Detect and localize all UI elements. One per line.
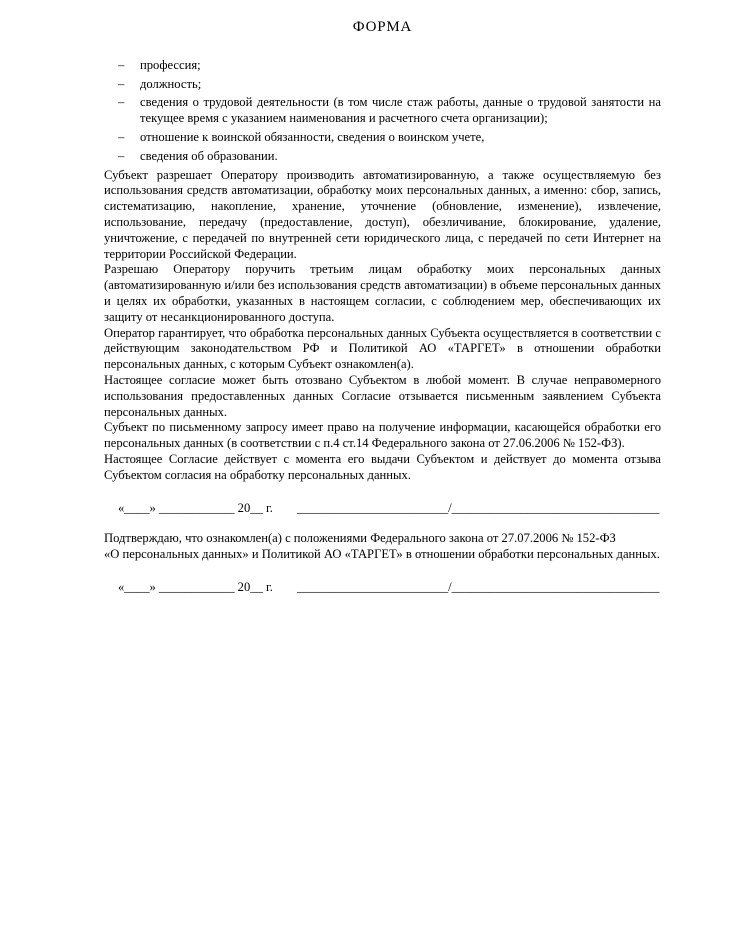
list-item-military-duty (104, 130, 661, 146)
paragraph-confirmation (104, 531, 661, 563)
paragraph-operator-guarantee: Оператор гарантирует, что обработка персональных данных Субъекта осуществляется в соответствии с действующим законодательством РФ и Политикой АО «ТАРГЕТ» в отношении обработки персональных данных, с которым Субъект ознакомлен(а). (104, 325, 661, 372)
date-blank-field-1[interactable]: «____» ____________ 20__ г. (118, 500, 273, 515)
paragraph-third-party-processing: Разрешаю Оператору поручить третьим лицам обработку моих персональных данных (автоматизированную и/или без использования средств автоматизации) в объеме персональных данных и целях их обработки, указанных в настоящем согласии, с соблюдением мер, обеспечивающих их защиту от несанкционированного доступа. (104, 262, 661, 324)
list-item-profession (104, 58, 661, 74)
list-item-education (104, 149, 661, 165)
date-signature-row-2 (104, 580, 661, 596)
list-item-position (104, 77, 661, 93)
signature-name-blank-field-1[interactable]: ________________________/_________________________________ (297, 500, 660, 515)
personal-data-categories-list (104, 58, 661, 165)
paragraph-consent-validity: Настоящее Согласие действует с момента его выдачи Субъектом и действует до момента отзыва Субъектом согласия на обработку персональных данных. (104, 451, 661, 482)
list-item-text: профессия; (140, 57, 201, 72)
date-blank-field-2[interactable]: «____» ____________ 20__ г. (118, 579, 273, 594)
paragraph-automated-processing: Субъект разрешает Оператору производить автоматизированную, а также осуществляемую без использования средств автоматизации, обработку моих персональных данных, а именно: сбор, запись, систематизацию, накопление, хранение, уточнение (обновление, изменение), извлечение, использование, передачу (предоставление, доступ), обезличивание, блокирование, удаление, уничтожение, с передачей по внутренней сети юридического лица, с передачей по сети Интернет на территории Российской Федерации. (104, 167, 661, 261)
list-item-text: должность; (140, 76, 202, 91)
form-title: ФОРМА (352, 19, 413, 35)
signature-name-blank-field-2[interactable]: ________________________/_________________________________ (297, 579, 660, 594)
document-content (104, 20, 661, 611)
confirmation-line-2: «О персональных данных» и Политикой АО «ТАРГЕТ» в отношении обработки персональных данных. (104, 547, 660, 562)
list-item-employment-info (104, 95, 661, 127)
dash-bullet: – (118, 76, 125, 91)
dash-bullet: – (118, 57, 125, 72)
date-signature-row-1 (104, 501, 661, 517)
dash-bullet: – (118, 148, 125, 163)
list-item-text: отношение к воинской обязанности, сведения о воинском учете, (140, 129, 485, 144)
confirmation-line-1: Подтверждаю, что ознакомлен(а) с положениями Федерального закона от 27.07.2006 № 152-ФЗ (104, 531, 616, 546)
paragraph-information-request: Субъект по письменному запросу имеет право на получение информации, касающейся обработки его персональных данных (в соответствии с п.4 ст.14 Федерального закона от 27.06.2006 № 152-ФЗ). (104, 420, 661, 451)
dash-bullet: – (118, 95, 125, 110)
list-item-text: сведения о трудовой деятельности (в том числе стаж работы, данные о трудовой занятости на текущее время с указанием наименования и расчетного счета организации); (140, 95, 661, 126)
paragraph-consent-withdrawal: Настоящее согласие может быть отозвано Субъектом в любой момент. В случае неправомерного использования предоставленных данных Согласие отзывается письменным заявлением Субъекта персональных данных. (104, 372, 661, 419)
dash-bullet: – (118, 129, 125, 144)
list-item-text: сведения об образовании. (140, 148, 278, 163)
